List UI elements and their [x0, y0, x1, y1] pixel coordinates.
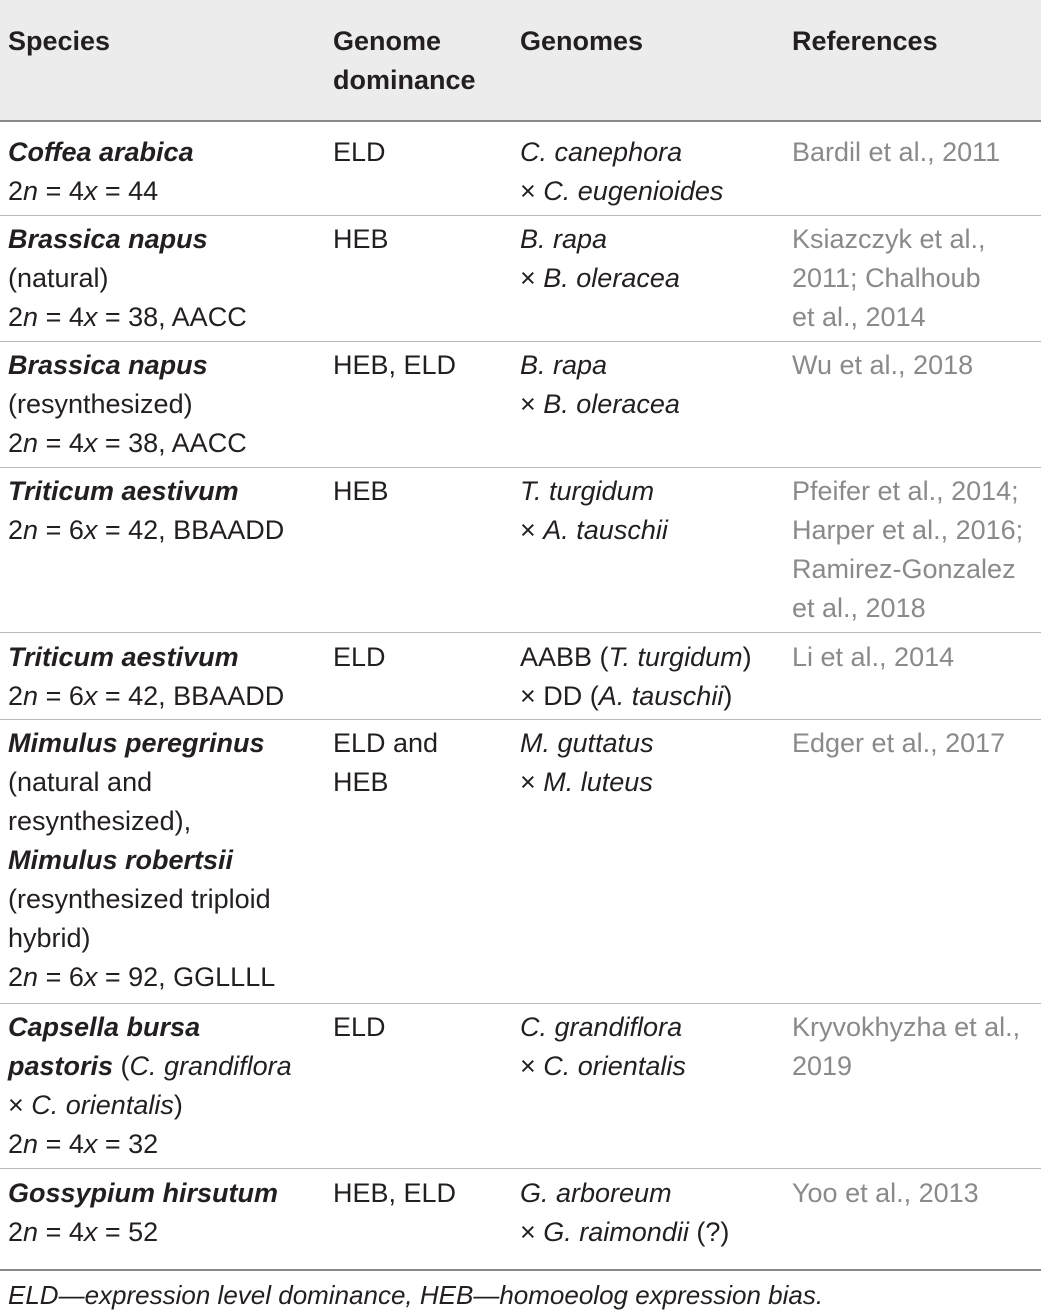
row-2-species: Brassica napus (resynthesized) 2n = 4x = 38, AACC	[8, 350, 247, 458]
row-7-references: Yoo et al., 2013	[792, 1178, 979, 1208]
header-species: Species	[8, 26, 111, 56]
row-4-genomes: AABB (T. turgidum) × DD (A. tauschii)	[520, 642, 752, 711]
row-3-dominance: HEB	[333, 476, 389, 506]
row-6-references: Kryvokhyzha et al., 2019	[792, 1012, 1021, 1081]
row-0-genomes: C. canephora × C. eugenioides	[520, 137, 724, 206]
row-6-dominance: ELD	[333, 1012, 386, 1042]
row-3-references: Pfeifer et al., 2014; Harper et al., 2016; Ramirez-Gonzalez et al., 2018	[792, 476, 1024, 623]
row-7-genomes: G. arboreum × G. raimondii (?)	[520, 1178, 730, 1247]
row-divider	[0, 215, 1041, 216]
row-4-references: Li et al., 2014	[792, 642, 955, 672]
row-4-dominance: ELD	[333, 642, 386, 672]
header-genome-dominance: Genome dominance	[333, 26, 476, 95]
row-6-genomes: C. grandiflora × C. orientalis	[520, 1012, 686, 1081]
table-footnote: ELD—expression level dominance, HEB—homoeolog expression bias.	[8, 1280, 824, 1310]
header-references: References	[792, 26, 938, 56]
row-divider	[0, 1003, 1041, 1004]
row-0-species: Coffea arabica 2n = 4x = 44	[8, 137, 194, 206]
row-2-genomes: B. rapa × B. oleracea	[520, 350, 680, 419]
row-1-dominance: HEB	[333, 224, 389, 254]
row-divider	[0, 719, 1041, 720]
header-divider	[0, 120, 1041, 122]
row-1-genomes: B. rapa × B. oleracea	[520, 224, 680, 293]
row-3-genomes: T. turgidum × A. tauschii	[520, 476, 668, 545]
row-7-species: Gossypium hirsutum 2n = 4x = 52	[8, 1178, 279, 1247]
row-1-references: Ksiazczyk et al., 2011; Chalhoub et al., 2014	[792, 224, 986, 332]
row-divider	[0, 1168, 1041, 1169]
row-3-species: Triticum aestivum 2n = 6x = 42, BBAADD	[8, 476, 285, 545]
row-5-species: Mimulus peregrinus (natural and resynthesized), Mimulus robertsii (resynthesized triploid hybrid) 2n = 6x = 92, GGLLLL	[8, 728, 276, 992]
row-divider	[0, 632, 1041, 633]
header-genomes: Genomes	[520, 26, 644, 56]
row-5-genomes: M. guttatus × M. luteus	[520, 728, 654, 797]
row-0-dominance: ELD	[333, 137, 386, 167]
row-6-species: Capsella bursa pastoris (C. grandiflora × C. orientalis) 2n = 4x = 32	[8, 1012, 292, 1159]
row-0-references: Bardil et al., 2011	[792, 137, 1001, 167]
row-5-references: Edger et al., 2017	[792, 728, 1006, 758]
row-2-dominance: HEB, ELD	[333, 350, 457, 380]
row-divider	[0, 341, 1041, 342]
row-7-dominance: HEB, ELD	[333, 1178, 457, 1208]
row-1-species: Brassica napus (natural) 2n = 4x = 38, AACC	[8, 224, 247, 332]
row-4-species: Triticum aestivum 2n = 6x = 42, BBAADD	[8, 642, 285, 711]
footer-divider	[0, 1269, 1041, 1271]
row-5-dominance: ELD and HEB	[333, 728, 439, 797]
row-divider	[0, 467, 1041, 468]
row-2-references: Wu et al., 2018	[792, 350, 974, 380]
